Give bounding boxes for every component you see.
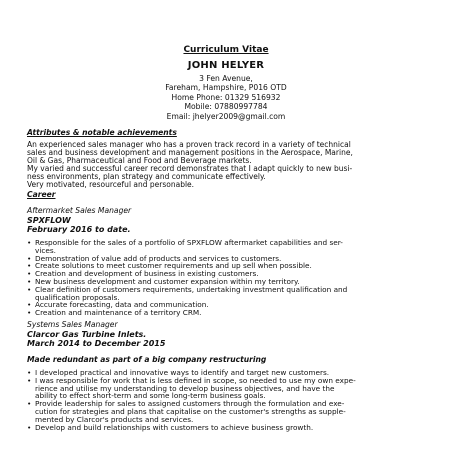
attributes-heading: Attributes & notable achievements xyxy=(27,128,177,137)
list-item: mented by Clarcor's products and services. xyxy=(35,414,194,424)
attributes-line: ness environments, plan strategy and communicate effectively. xyxy=(27,171,266,181)
list-item: • I developed practical and innovative ways to identify and target new customers. xyxy=(27,368,330,377)
redundancy-note: Made redundant as part of a big company restructuring xyxy=(27,355,267,364)
job-clarcor xyxy=(27,320,427,349)
list-item: • Provide leadership for sales to assigned customers through the formulation and exe- xyxy=(27,399,345,409)
job-role: Aftermarket Sales Manager xyxy=(27,206,132,215)
list-item: qualification proposals. xyxy=(35,292,120,302)
list-item: • Creation and maintenance of a territory CRM. xyxy=(27,308,202,318)
list-item: • Develop and build relationships with customers to achieve business growth. xyxy=(27,422,314,432)
list-item: vices. xyxy=(35,245,56,255)
list-item: • Create solutions to meet customer requirements and up sell when possible. xyxy=(27,261,312,271)
attributes-line: Oil & Gas, Pharmaceutical and Food and Beverage markets. xyxy=(27,155,252,165)
attributes-paragraph xyxy=(27,141,427,188)
list-item: • Responsible for the sales of a portfolio of SPXFLOW aftermarket capabilities and ser- xyxy=(27,238,343,247)
job-role: Systems Sales Manager xyxy=(27,320,118,329)
attributes-line: sales and business development and management positions in the Aerospace, Marine, xyxy=(27,147,353,157)
list-item: • Clear definition of customers requirements, undertaking investment qualification and xyxy=(27,284,348,294)
contact-details xyxy=(0,74,452,121)
address-line-2: Fareham, Hampshire, P016 OTD xyxy=(165,83,287,93)
email-address: Email: jhelyer2009@gmail.com xyxy=(166,111,286,121)
job-dates: March 2014 to December 2015 xyxy=(27,339,166,348)
list-item: • Accurate forecasting, data and communication. xyxy=(27,300,209,310)
attributes-line: Very motivated, resourceful and personable. xyxy=(27,179,195,189)
job-spxflow xyxy=(27,206,427,235)
address-line-1: 3 Fen Avenue, xyxy=(199,74,253,83)
document-title: Curriculum Vitae xyxy=(183,45,269,55)
job-clarcor-duties xyxy=(27,369,427,431)
list-item: ability to effect short-term and some long-term business goals. xyxy=(35,391,266,401)
list-item: • I was responsible for work that is less defined in scope, so needed to use my own expe- xyxy=(27,375,356,385)
list-item: • Demonstration of value add of products and services to customers. xyxy=(27,253,282,263)
attributes-line: An experienced sales manager who has a proven track record in a variety of technical xyxy=(27,140,351,149)
job-company: SPXFLOW xyxy=(27,215,71,225)
candidate-name: JOHN HELYER xyxy=(187,60,265,71)
list-item: rience and utilise my understanding to develop business objectives, and have the xyxy=(35,383,335,393)
job-spxflow-duties xyxy=(27,239,427,317)
list-item: • Creation and development of business in existing customers. xyxy=(27,269,259,279)
home-phone: Home Phone: 01329 516932 xyxy=(171,92,281,102)
list-item: cution for strategies and plans that capitalise on the customer's strengths as supple- xyxy=(35,406,346,416)
job-dates: February 2016 to date. xyxy=(27,225,131,234)
attributes-line: My varied and successful career record demonstrates that I adapt quickly to new busi- xyxy=(27,163,353,173)
career-heading: Career xyxy=(27,190,56,199)
mobile-phone: Mobile: 07880997784 xyxy=(184,102,268,112)
job-company: Clarcor Gas Turbine Inlets. xyxy=(27,329,147,339)
list-item: • New business development and customer expansion within my territory. xyxy=(27,276,300,286)
